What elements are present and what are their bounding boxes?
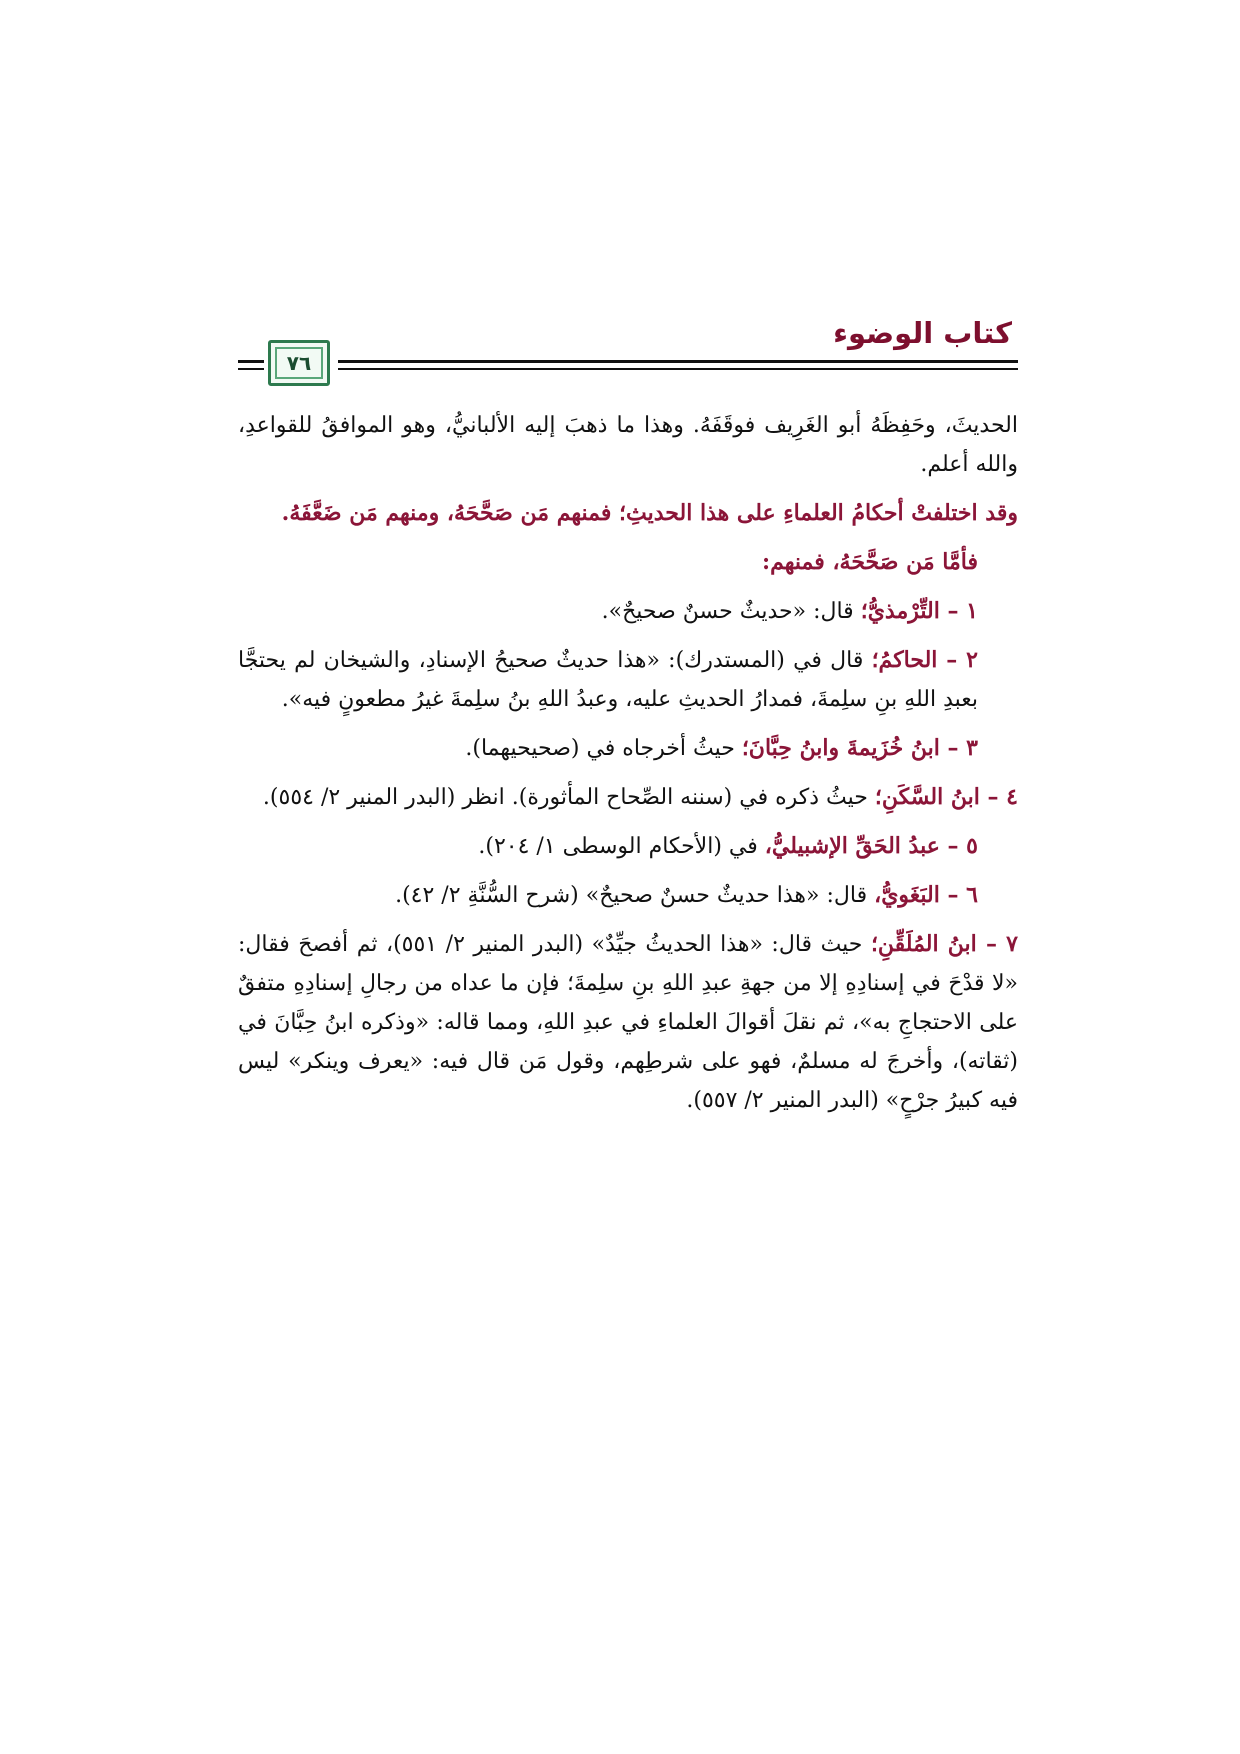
scholar-name: ١ – التِّرْمذيُّ؛: [860, 598, 978, 624]
list-item: [238, 641, 1018, 719]
header-rule: [338, 368, 1018, 370]
item-text: قال: «حديثٌ حسنٌ صحيحٌ».: [601, 599, 861, 624]
item-text: قال في (المستدرك): «هذا حديثٌ صحيحُ الإسنادِ، والشيخان لم يحتجَّا بعبدِ اللهِ بنِ سلِمةَ، فمدارُ الحديثِ عليه، وعبدُ اللهِ بنُ سلِمةَ غيرُ مطعونٍ فيه».: [238, 648, 978, 712]
item-text: حيثُ ذكره في (سننه الصِّحاح المأثورة). انظر (البدر المنير ٢/ ٥٥٤).: [262, 785, 875, 810]
header-rule: [238, 368, 264, 370]
list-item: [238, 876, 1018, 915]
list-item: [238, 925, 1018, 1120]
page-content: [238, 406, 1018, 1130]
list-item: [238, 778, 1018, 817]
scholar-name: ٢ – الحاكمُ؛: [871, 647, 978, 673]
section-subheading: فأمَّا مَن صَحَّحَهُ، فمنهم:: [762, 549, 978, 575]
scholar-name: ٥ – عبدُ الحَقِّ الإشبيليُّ،: [764, 833, 978, 859]
scholar-name: ٧ – ابنُ المُلَقِّنِ؛: [870, 931, 1018, 957]
list-item: [238, 592, 1018, 631]
header-rule: [338, 360, 1018, 363]
item-text: حيثُ أخرجاه في (صحيحيهما).: [465, 736, 742, 761]
list-item: [238, 729, 1018, 768]
header-rule: [238, 360, 264, 363]
page-header: [238, 312, 1018, 390]
scholar-name: ٤ – ابنُ السَّكَنِ؛: [874, 784, 1018, 810]
list-item: [238, 827, 1018, 866]
book-title: كتاب الوضوء: [833, 316, 1012, 350]
scholar-name: ٣ – ابنُ خُزَيمةَ وابنُ حِبَّانَ؛: [741, 735, 978, 761]
item-text: حيث قال: «هذا الحديثُ جيِّدٌ» (البدر المنير ٢/ ٥٥١)، ثم أفصحَ فقال: «لا قدْحَ في إسنادِهِ إلا من جهةِ عبدِ اللهِ بنِ سلِمةَ؛ فإن ما عداه من رجالِ إسنادِهِ متفقٌ على الاحتجاجِ به»، ثم نقلَ أقوالَ العلماءِ في عبدِ اللهِ، ومما قاله: «وذكره ابنُ حِبَّانَ في (ثقاته)، وأخرجَ له مسلمٌ، فهو على شرطِهم، وقول مَن قال فيه: «يعرف وينكر» ليس فيه كبيرُ جرْحٍ» (البدر المنير ٢/ ٥٥٧).: [238, 932, 1018, 1113]
paragraph: الحديثَ، وحَفِظَهُ أبو الغَرِيف فوقَفَهُ. وهذا ما ذهبَ إليه الألبانيُّ، وهو الموافقُ للقواعدِ، والله أعلم.: [238, 413, 1018, 477]
item-text: قال: «هذا حديثٌ حسنٌ صحيحٌ» (شرح السُّنَّةِ ٢/ ٤٢).: [395, 883, 875, 908]
scholar-name: ٦ – البَغَويُّ،: [874, 882, 978, 908]
section-intro: وقد اختلفتْ أحكامُ العلماءِ على هذا الحديثِ؛ فمنهم مَن صَحَّحَهُ، ومنهم مَن ضَعَّفَهُ.: [281, 500, 1018, 526]
item-text: في (الأحكام الوسطى ١/ ٢٠٤).: [478, 834, 765, 859]
page-number: ٧٦: [286, 351, 312, 375]
page-number-badge: [268, 340, 330, 386]
